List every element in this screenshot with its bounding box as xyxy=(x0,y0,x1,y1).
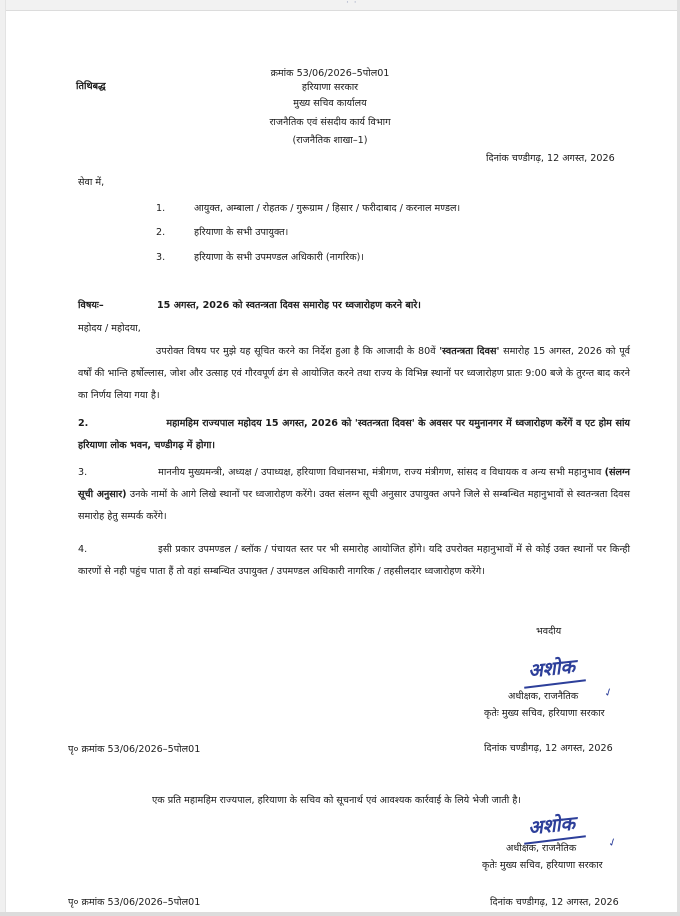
reference-number: क्रमांक 53/06/2026–5पोल01 xyxy=(270,68,390,79)
scan-mark: · · xyxy=(346,0,358,8)
pen-tick-icon: ✓ xyxy=(606,834,620,851)
paragraph-3-bold: (संलग्न सूची अनुसार) xyxy=(78,467,630,500)
paragraph-3-number: 3. xyxy=(78,467,88,478)
endorsement-2-ref: पृ० क्रमांक 53/06/2026–5पोल01 xyxy=(68,897,201,908)
salutation: महोदय / महोदया, xyxy=(78,323,141,334)
paragraph-3-text: माननीय मुख्यमन्त्री, अध्यक्ष / उपाध्यक्ष, हरियाणा विधानसभा, मंत्रीगण, राज्य मंत्रीगण, सांसद व विधायक व अन्य सभी महानुभाव xyxy=(158,467,605,478)
signatory-for: कृतेः मुख्य सचिव, हरियाणा सरकार xyxy=(484,708,605,719)
scan-left-edge xyxy=(0,0,6,916)
paragraph-3-text-cont: उनके नामों के आगे लिखे स्थानों पर ध्वजारोहण करेंगे। उक्त संलग्न सूची अनुसार उपायुक्त अपने जिले से सम्बन्धित महानुभावों से स्वतन्त्रता दिवस समारोह हेतु सम्पर्क करेंगे। xyxy=(78,489,631,522)
endorsement-1-date: दिनांक चण्डीगढ़, 12 अगस्त, 2026 xyxy=(484,743,613,754)
tithibaddh-label: तिथिबद्ध xyxy=(76,81,106,92)
paragraph-2 xyxy=(78,413,630,457)
endorsement-1-for: कृतेः मुख्य सचिव, हरियाणा सरकार xyxy=(482,860,603,871)
paragraph-2-number: 2. xyxy=(78,418,89,429)
endorsement-2-date: दिनांक चण्डीगढ़, 12 अगस्त, 2026 xyxy=(490,897,619,908)
paragraph-4-text: इसी प्रकार उपमण्डल / ब्लॉक / पंचायत स्तर पर भी समारोह आयोजित होंगे। यदि उपरोक्त महानुभावों में से कोई उक्त स्थानों पर किन्ही कारणों से नही पहुंच पाता हैं तो वहां सम्बन्धित उपायुक्त / उपमण्डल अधिकारी नागरिक / तहसीलदार ध्वजारोहण करेंगे। xyxy=(78,544,630,577)
endorsement-1-ref: पृ० क्रमांक 53/06/2026–5पोल01 xyxy=(68,744,201,755)
paragraph-3 xyxy=(78,462,630,528)
addressee-item: हरियाणा के सभी उपमण्डल अधिकारी (नागरिक)। xyxy=(194,252,365,263)
endorsement-1-text: एक प्रति महामहिम राज्यपाल, हरियाणा के सचिव को सूचनार्थ एवं आवश्यक कार्रवाई के लिये भेजी जाती है। xyxy=(152,795,521,806)
scan-top-edge xyxy=(0,0,680,11)
paragraph-1-text-cont: समारोह 15 अगस्त, 2026 को पूर्व वर्षों की भान्ति हर्षोल्लास, जोश और उत्साह एवं गौरवपूर्ण ढंग से आयोजित करने तथा राज्य के विभिन्न स्थानों पर ध्वजारोहण प्रातः 9:00 बजे के तुरन्त बाद करने का निर्णय लिया गया है। xyxy=(78,346,631,401)
paragraph-1 xyxy=(78,341,630,407)
bhavdiy: भवदीय xyxy=(536,626,562,637)
addressee-number: 3. xyxy=(156,252,166,263)
pen-tick-icon: ✓ xyxy=(602,684,616,701)
branch-name: (राजनैतिक शाखा–1) xyxy=(292,135,368,146)
department-name: राजनैतिक एवं संसदीय कार्य विभाग xyxy=(269,117,391,128)
subject-text: 15 अगस्त, 2026 को स्वतन्त्रता दिवस समारोह पर ध्वजारोहण करने बारे। xyxy=(157,300,421,311)
addressee-item: आयुक्त, अम्बाला / रोहतक / गुरूग्राम / हिसार / फरीदाबाद / करनाल मण्डल। xyxy=(194,203,461,214)
paragraph-4-number: 4. xyxy=(78,544,88,555)
subject-label: विषयः– xyxy=(78,300,104,311)
office-name: मुख्य सचिव कार्यालय xyxy=(293,98,367,109)
seva-mein: सेवा में, xyxy=(78,177,105,188)
paragraph-4 xyxy=(78,539,630,583)
letter-date: दिनांक चण्डीगढ़, 12 अगस्त, 2026 xyxy=(486,153,615,164)
addressee-item: हरियाणा के सभी उपायुक्त। xyxy=(194,227,289,238)
addressee-number: 1. xyxy=(156,203,166,214)
government-name: हरियाणा सरकार xyxy=(301,82,359,93)
endorsement-1-designation: अधीक्षक, राजनैतिक xyxy=(506,843,577,854)
paragraph-2-text: महामहिम राज्यपाल महोदय 15 अगस्त, 2026 को 'स्वतन्त्रता दिवस' के अवसर पर यमुनानगर में ध्वजारोहण करेंगें व एट होम सांय हरियाणा लोक भवन, चण्डीगढ़ में होगा। xyxy=(78,418,630,451)
scan-bottom-edge xyxy=(0,912,680,916)
handwritten-signature: अशोक xyxy=(527,812,577,840)
handwritten-signature: अशोक xyxy=(527,655,577,683)
signatory-designation: अधीक्षक, राजनैतिक xyxy=(508,691,579,702)
paragraph-1-text: उपरोक्त विषय पर मुझे यह सूचित करने का निर्देश हुआ है कि आजादी के 80वें xyxy=(156,346,440,357)
paragraph-1-bold: 'स्वतन्त्रता दिवस' xyxy=(439,346,500,357)
addressee-number: 2. xyxy=(156,227,166,238)
